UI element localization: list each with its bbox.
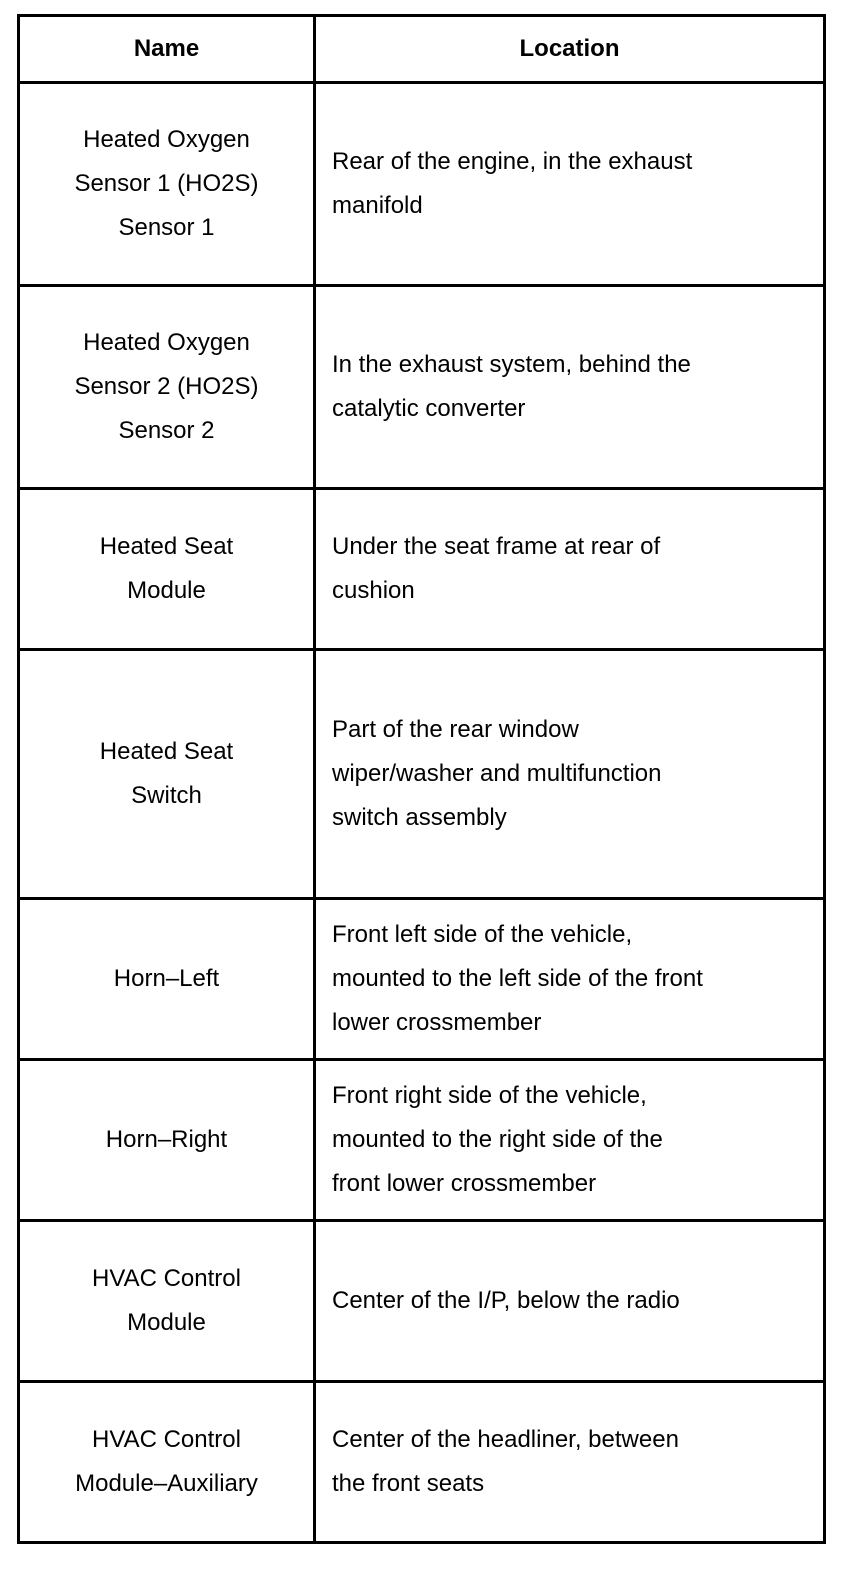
location-cell xyxy=(315,650,825,899)
location-line: manifold xyxy=(332,192,423,219)
name-cell xyxy=(19,1221,315,1382)
location-line: the front seats xyxy=(332,1470,485,1497)
table-header-row xyxy=(19,16,825,83)
location-line: Center of the I/P, below the radio xyxy=(332,1287,680,1314)
name-line: Heated Seat xyxy=(99,533,234,560)
name-line: Heated Oxygen xyxy=(83,126,250,153)
name-cell xyxy=(19,1382,315,1543)
name-cell xyxy=(19,650,315,899)
name-line: Module xyxy=(127,1309,206,1336)
name-cell xyxy=(19,899,315,1060)
name-line: HVAC Control xyxy=(92,1265,241,1292)
location-line: Under the seat frame at rear of xyxy=(332,533,661,560)
location-line: cushion xyxy=(332,577,415,604)
table-row xyxy=(19,83,825,286)
location-line: Part of the rear window xyxy=(332,716,579,743)
name-line: Heated Oxygen xyxy=(83,329,250,356)
location-cell xyxy=(315,83,825,286)
name-line: HVAC Control xyxy=(92,1426,241,1453)
name-line: Module–Auxiliary xyxy=(75,1470,258,1497)
location-line: wiper/washer and multifunction xyxy=(332,760,662,787)
location-line: mounted to the right side of the xyxy=(332,1126,663,1153)
location-cell xyxy=(315,1060,825,1221)
name-cell xyxy=(19,1060,315,1221)
name-line: Sensor 2 (HO2S) xyxy=(74,373,259,400)
location-cell xyxy=(315,489,825,650)
name-line: Sensor 2 xyxy=(118,417,215,444)
column-header-name: Name xyxy=(19,16,315,83)
table-row xyxy=(19,489,825,650)
name-cell xyxy=(19,83,315,286)
location-cell xyxy=(315,1221,825,1382)
name-line: Sensor 1 xyxy=(118,214,215,241)
location-cell xyxy=(315,899,825,1060)
name-line: Sensor 1 (HO2S) xyxy=(74,170,259,197)
table-row xyxy=(19,1382,825,1543)
location-line: Center of the headliner, between xyxy=(332,1426,679,1453)
name-line: Horn–Right xyxy=(105,1126,228,1153)
component-location-table xyxy=(17,14,826,1544)
table-row xyxy=(19,1060,825,1221)
location-line: Front right side of the vehicle, xyxy=(332,1082,647,1109)
table-row xyxy=(19,650,825,899)
location-line: Front left side of the vehicle, xyxy=(332,921,633,948)
name-line: Heated Seat xyxy=(99,738,234,765)
name-cell xyxy=(19,489,315,650)
name-cell xyxy=(19,286,315,489)
name-line: Switch xyxy=(131,782,202,809)
table-row xyxy=(19,899,825,1060)
location-line: switch assembly xyxy=(332,804,507,831)
location-cell xyxy=(315,286,825,489)
location-line: front lower crossmember xyxy=(332,1170,597,1197)
location-line: In the exhaust system, behind the xyxy=(332,351,691,378)
column-header-location: Location xyxy=(315,16,825,83)
location-line: Rear of the engine, in the exhaust xyxy=(332,148,693,175)
name-line: Module xyxy=(127,577,206,604)
location-line: mounted to the left side of the front xyxy=(332,965,703,992)
table-row xyxy=(19,1221,825,1382)
location-line: catalytic converter xyxy=(332,395,526,422)
location-cell xyxy=(315,1382,825,1543)
location-line: lower crossmember xyxy=(332,1009,542,1036)
name-line: Horn–Left xyxy=(113,965,220,992)
table-row xyxy=(19,286,825,489)
